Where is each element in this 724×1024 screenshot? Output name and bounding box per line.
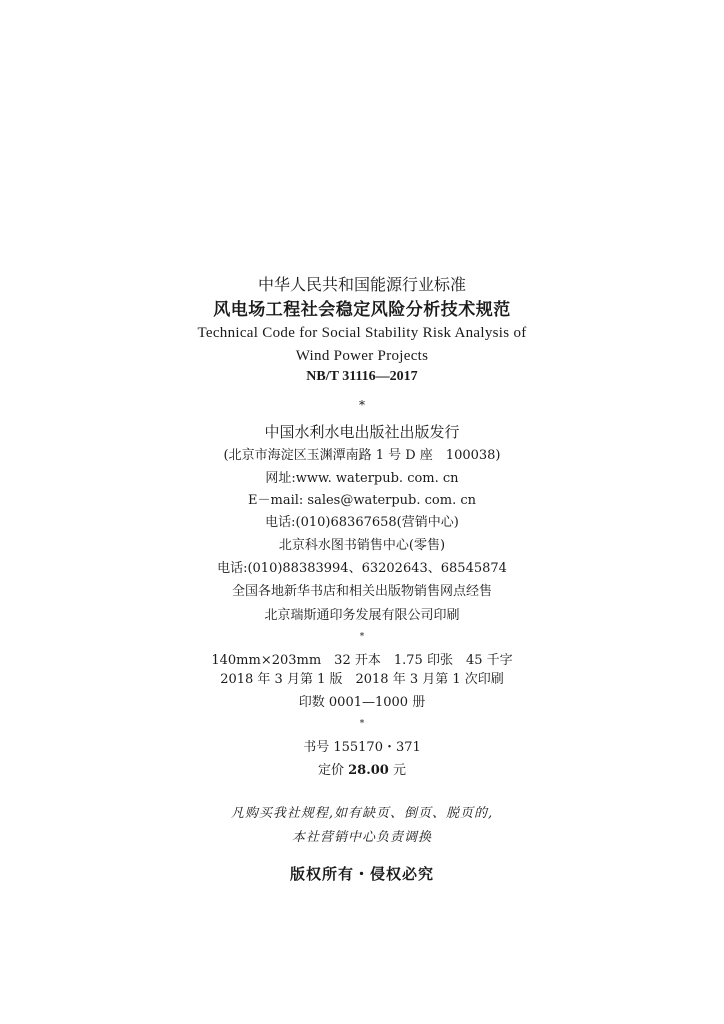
separator-asterisk-small: *	[359, 632, 365, 642]
publisher-email: E－mail: sales@waterpub. com. cn	[248, 493, 476, 508]
publisher: 中国水利水电出版社出版发行	[264, 423, 460, 441]
defect-notice-line2: 本社营销中心负责调换	[291, 830, 432, 845]
price-label: 定价	[318, 763, 349, 778]
publisher-address: (北京市海淀区玉渊潭南路 1 号 D 座 100038)	[223, 448, 501, 463]
price-value: 28.00	[348, 763, 389, 778]
print-run: 印数 0001—1000 册	[298, 695, 426, 710]
copyright-notice: 版权所有・侵权必究	[289, 865, 434, 883]
separator-asterisk: *	[359, 398, 365, 412]
title-english-line2: Wind Power Projects	[295, 348, 429, 364]
edition-info: 2018 年 3 月第 1 版 2018 年 3 月第 1 次印刷	[220, 672, 504, 687]
price	[0, 764, 724, 777]
phone-retail: 电话:(010)88383994、63202643、68545874	[217, 561, 507, 576]
printer: 北京瑞斯通印务发展有限公司印刷	[264, 608, 460, 623]
publisher-website: 网址:www. waterpub. com. cn	[265, 471, 459, 486]
standard-category: 中华人民共和国能源行业标准	[257, 275, 466, 294]
phone-marketing: 电话:(010)68367658(营销中心)	[265, 515, 459, 530]
book-specs: 140mm×203mm 32 开本 1.75 印张 45 千字	[211, 653, 513, 668]
retail-center: 北京科水图书销售中心(零售)	[278, 538, 446, 553]
distribution-note: 全国各地新华书店和相关出版物销售网点经售	[231, 584, 492, 599]
book-number: 书号 155170・371	[303, 740, 421, 755]
price-unit: 元	[388, 763, 406, 778]
defect-notice-line1: 凡购买我社规程,如有缺页、倒页、脱页的,	[230, 806, 494, 821]
standard-code: NB/T 31116—2017	[306, 369, 418, 384]
title-english-line1: Technical Code for Social Stability Risk Analysis of	[197, 325, 527, 341]
separator-asterisk-small-2: *	[359, 719, 365, 729]
title-chinese: 风电场工程社会稳定风险分析技术规范	[213, 300, 511, 320]
